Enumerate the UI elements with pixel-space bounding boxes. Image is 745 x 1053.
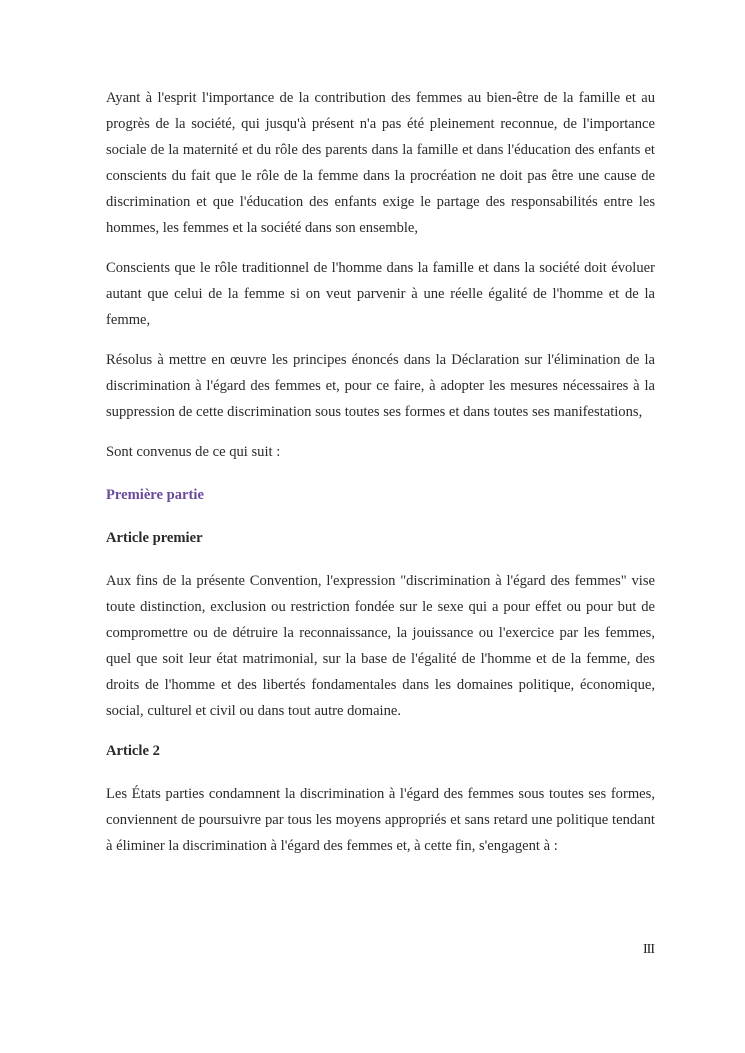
intro-paragraph-1: Ayant à l'esprit l'importance de la contribution des femmes au bien-être de la famille et au progrès de la société, qui jusqu'à présent n'a pas été pleinement reconnue, de l'importance sociale de la maternité et du rôle des parents dans la famille et dans l'éducation des enfants et conscients du fait que le rôle de la femme dans la procréation ne doit pas être une cause de discrimination et que l'éducation des enfants exige le partage des responsabilités entre les hommes, les femmes et la société dans son ensemble, <box>106 90 655 236</box>
agreement-line: Sont convenus de ce qui suit : <box>106 444 281 460</box>
intro-paragraph-3: Résolus à mettre en œuvre les principes énoncés dans la Déclaration sur l'élimination de la discrimination à l'égard des femmes et, pour ce faire, à adopter les mesures nécessaires à la suppression de cette discrimination sous toutes ses formes et dans toutes ses manifestations, <box>106 352 655 420</box>
page-number: III <box>643 942 654 957</box>
document-page <box>106 85 655 873</box>
article-1-title: Article premier <box>106 530 203 546</box>
article-2-text: Les États parties condamnent la discrimination à l'égard des femmes sous toutes ses formes, conviennent de poursuivre par tous les moyens appropriés et sans retard une politique tendant à éliminer la discrimination à l'égard des femmes et, à cette fin, s'engagent à : <box>106 786 655 854</box>
article-2-title: Article 2 <box>106 743 160 759</box>
intro-paragraph-2: Conscients que le rôle traditionnel de l'homme dans la famille et dans la société doit évoluer autant que celui de la femme si on veut parvenir à une réelle égalité de l'homme et de la femme, <box>106 260 655 328</box>
article-1-text: Aux fins de la présente Convention, l'expression "discrimination à l'égard des femmes" vise toute distinction, exclusion ou restriction fondée sur le sexe qui a pour effet ou pour but de compromettre ou de détruire la reconnaissance, la jouissance ou l'exercice par les femmes, quel que soit leur état matrimonial, sur la base de l'égalité de l'homme et de la femme, des droits de l'homme et des libertés fondamentales dans les domaines politique, économique, social, culturel et civil ou dans tout autre domaine. <box>106 573 655 719</box>
part-title: Première partie <box>106 487 204 503</box>
